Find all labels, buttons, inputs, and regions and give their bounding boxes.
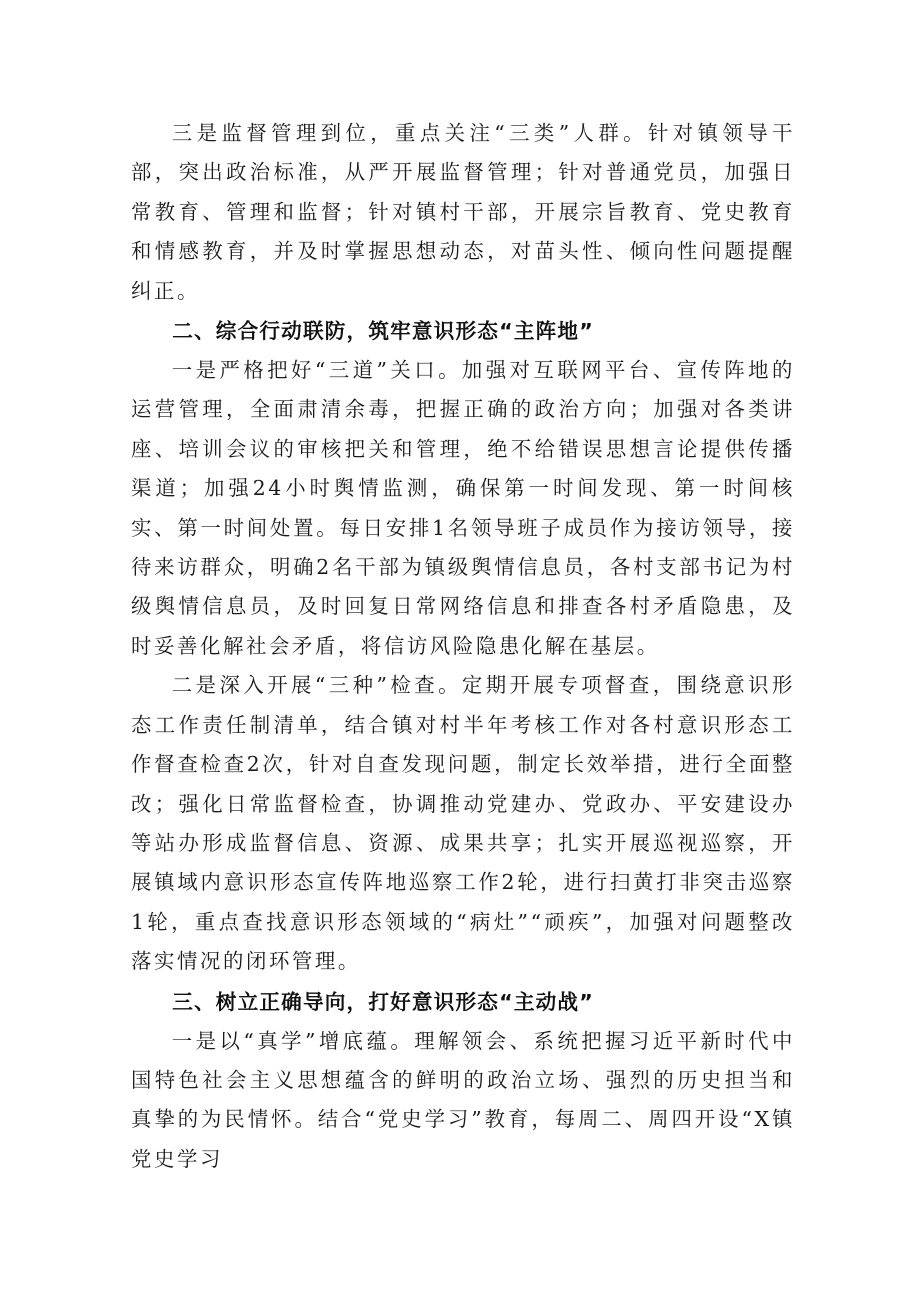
paragraph-three-inspections: 二是深入开展“三种”检查。定期开展专项督查，围绕意识形态工作责任制清单，结合镇对村半年考核工作对各村意识形态工作督查检查2次，针对自查发现问题，制定长效举措，进行全面整改；强化日常监督检查，协调推动党建办、党政办、平安建设办等站办形成监督信息、资源、成果共享；扎实开展巡视巡察，开展镇域内意识形态宣传阵地巡察工作2轮，进行扫黄打非突击巡察1轮，重点查找意识形态领域的“病灶”“顽疾”，加强对问题整改落实情况的闭环管理。 [131, 673, 795, 974]
paragraph-supervision: 三是监督管理到位，重点关注“三类”人群。针对镇领导干部，突出政治标准，从严开展监督管理；针对普通党员，加强日常教育、管理和监督；针对镇村干部，开展宗旨教育、党史教育和情感教育，并及时掌握思想动态，对苗头性、倾向性问题提醒纠正。 [131, 121, 795, 303]
section-heading-two: 二、综合行动联防，筑牢意识形态“主阵地” [172, 319, 594, 344]
document-body [131, 114, 795, 1179]
section-heading-three: 三、树立正确导向，打好意识形态“主动战” [172, 989, 594, 1014]
paragraph-three-gates: 一是严格把好“三道”关口。加强对互联网平台、宣传阵地的运营管理，全面肃清余毒，把握正确的政治方向；加强对各类讲座、培训会议的审核把关和管理，绝不给错误思想言论提供传播渠道；加强24小时舆情监测，确保第一时间发现、第一时间核实、第一时间处置。每日安排1名领导班子成员作为接访领导，接待来访群众，明确2名干部为镇级舆情信息员，各村支部书记为村级舆情信息员，及时回复日常网络信息和排查各村矛盾隐患，及时妥善化解社会矛盾，将信访风险隐患化解在基层。 [131, 358, 795, 658]
paragraph-true-study: 一是以“真学”增底蕴。理解领会、系统把握习近平新时代中国特色社会主义思想蕴含的鲜明的政治立场、强烈的历史担当和真挚的为民情怀。结合“党史学习”教育，每周二、周四开设“X镇党史学习 [131, 1028, 795, 1171]
